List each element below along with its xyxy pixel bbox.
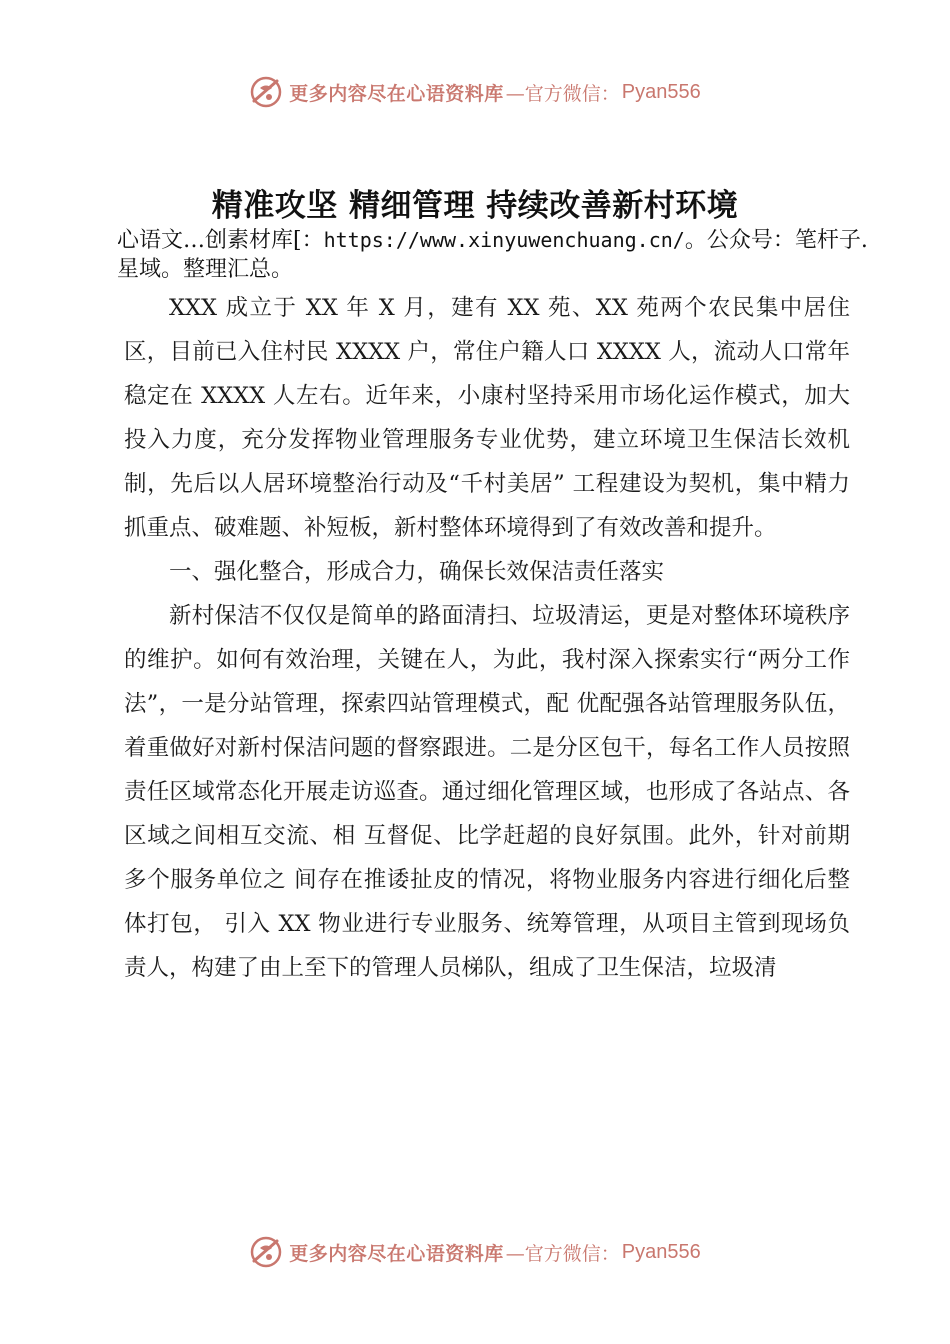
source-url: https://www.xinyuwenchuang.cn/ bbox=[323, 228, 685, 252]
banner-main-text: 更多内容尽在心语资料库 bbox=[289, 1242, 504, 1265]
paragraph-intro: XXX 成立于 XX 年 X 月，建有 XX 苑、XX 苑两个农民集中居住区，目前已入住村民 XXXX 户，常住户籍人口 XXXX 人，流动人口常年稳定在 XXXX 人左右。近年来，小康村坚持采用市场化运作模式，加大投入力度，充分发挥物业管理服务专业优势，建立环境卫生保洁长效机制，先后以人居环境整治行动及“千村美居” 工程建设为契机，集中精力抓重点、破难题、补短板，新村整体环境得到了有效改善和提升。 bbox=[124, 295, 850, 541]
paragraph-section-1: 新村保洁不仅仅是简单的路面清扫、垃圾清运，更是对整体环境秩序的维护。如何有效治理，关键在人，为此，我村深入探索实行“两分工作法”，一是分站管理，探索四站管理模式，配 优配强各站管理服务队伍，着重做好对新村保洁问题的督察跟进。二是分区包干，每名工作人员按照责任区域常态化开展走访巡查。通过细化管理区域，也形成了各站点、各区域之间相互交流、相 互督促、比学赶超的良好氛围。此外，针对前期多个服务单位之 间存在推诿扯皮的情况，将物业服务内容进行细化后整体打包， 引入 XX 物业进行专业服务、统筹管理，从项目主管到现场负责人，构建了由上至下的管理人员梯队，组成了卫生保洁，垃圾清 bbox=[124, 603, 850, 981]
source-line bbox=[117, 226, 877, 284]
banner-wechat-id: Pyan556 bbox=[621, 1240, 701, 1263]
header-banner bbox=[0, 72, 950, 112]
section-heading-1: 一、强化整合，形成合力，确保长效保洁责任落实 bbox=[169, 559, 665, 585]
footer-banner bbox=[0, 1232, 950, 1272]
document-title: 精准攻坚 精细管理 持续改善新村环境 bbox=[211, 188, 739, 224]
banner-main-text: 更多内容尽在心语资料库 bbox=[289, 82, 504, 105]
source-suffix: 。公众号：笔杆子.星域。整理汇总。 bbox=[117, 228, 868, 282]
brand-logo-icon bbox=[249, 1235, 283, 1269]
banner-wechat-label: —官方微信： bbox=[505, 82, 620, 105]
banner-wechat-label: —官方微信： bbox=[505, 1242, 620, 1265]
banner-wechat-id: Pyan556 bbox=[621, 80, 701, 103]
brand-logo-icon bbox=[249, 75, 283, 109]
document-body bbox=[124, 286, 850, 990]
source-prefix: 心语文…创素材库[： bbox=[117, 228, 324, 253]
